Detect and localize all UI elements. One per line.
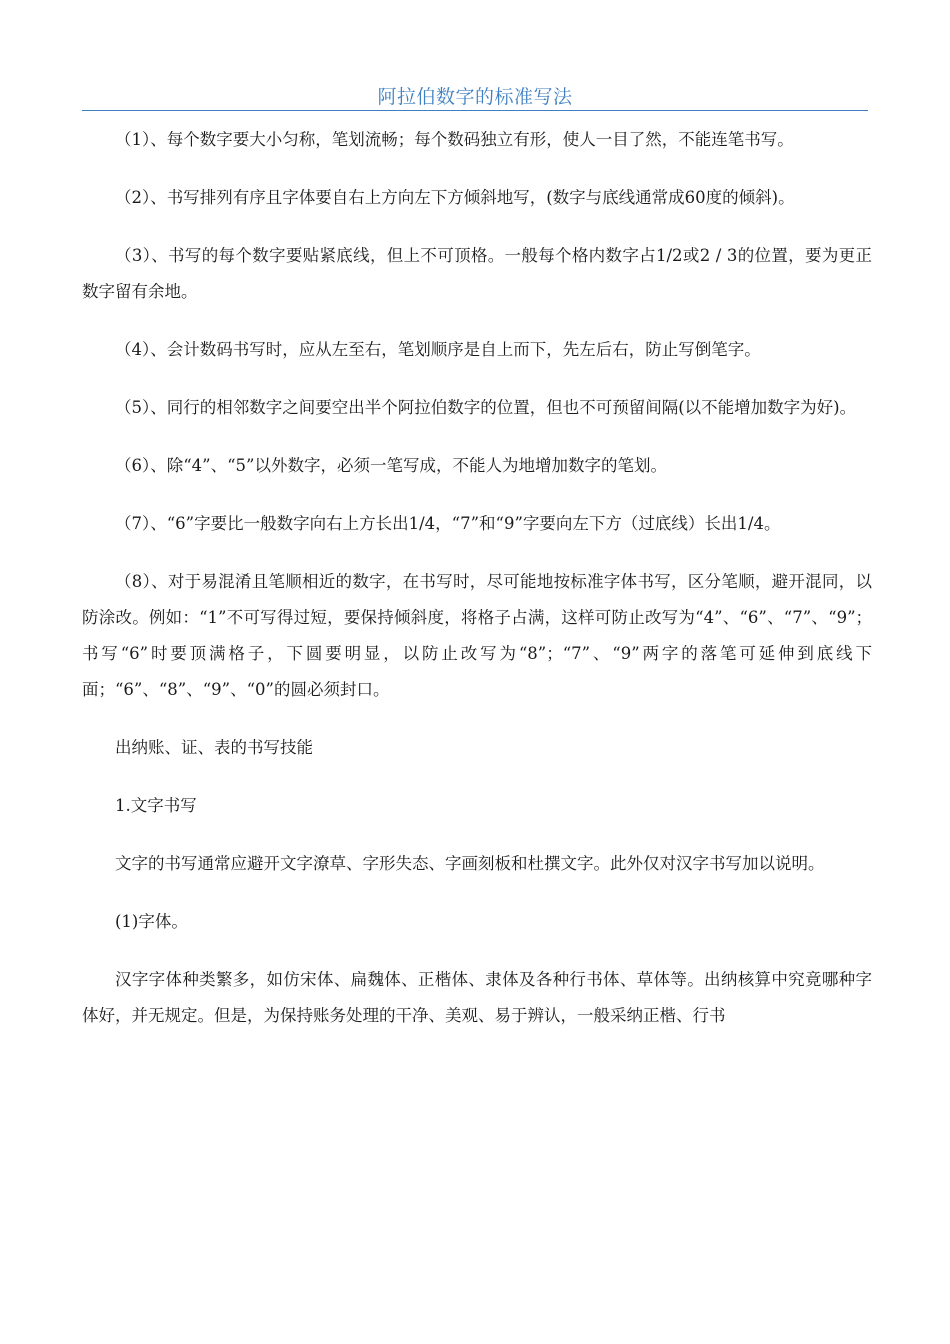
paragraph-rule-5: （5）、同行的相邻数字之间要空出半个阿拉伯数字的位置，但也不可预留间隔(以不能增加数字为好)。 xyxy=(115,398,857,417)
subsection-heading: 1.文字书写 xyxy=(115,796,197,815)
page-header xyxy=(82,80,868,111)
paragraph-rule-6: （6）、除“4”、“5”以外数字，必须一笔写成，不能人为地增加数字的笔划。 xyxy=(115,456,667,475)
document-body xyxy=(82,122,872,1056)
paragraph-rule-7: （7）、“6”字要比一般数字向右上方长出1/4，“7”和“9”字要向左下方（过底线）长出1/4。 xyxy=(115,514,781,533)
paragraph-text-writing: 文字的书写通常应避开文字潦草、字形失态、字画刻板和杜撰文字。此外仅对汉字书写加以说明。 xyxy=(115,854,825,873)
paragraph-rule-4: （4）、会计数码书写时，应从左至右，笔划顺序是自上而下，先左后右，防止写倒笔字。 xyxy=(115,340,761,359)
subsection-font-heading: (1)字体。 xyxy=(115,912,188,931)
paragraph-rule-2: （2）、书写排列有序且字体要自右上方向左下方倾斜地写，(数字与底线通常成60度的倾斜)。 xyxy=(115,188,795,207)
paragraph-rule-1: （1）、每个数字要大小匀称，笔划流畅；每个数码独立有形，使人一目了然，不能连笔书写。 xyxy=(115,130,794,149)
section-heading: 出纳账、证、表的书写技能 xyxy=(115,738,313,757)
paragraph-rule-3: （3）、书写的每个数字要贴紧底线，但上不可顶格。一般每个格内数字占1/2或2 / 3的位置，要为更正数字留有余地。 xyxy=(82,246,872,301)
header-title: 阿拉伯数字的标准写法 xyxy=(377,86,573,108)
paragraph-rule-8: （8）、对于易混淆且笔顺相近的数字，在书写时，尽可能地按标准字体书写，区分笔顺，避开混同，以防涂改。例如：“1”不可写得过短，要保持倾斜度，将格子占满，这样可防止改写为“4”、“6”、“7”、“9”；书写“6”时要顶满格子，下圆要明显，以防止改写为“8”；“7”、“9”两字的落笔可延伸到底线下面；“6”、“8”、“9”、“0”的圆必须封口。 xyxy=(82,572,872,699)
paragraph-font-types: 汉字字体种类繁多，如仿宋体、扁魏体、正楷体、隶体及各种行书体、草体等。出纳核算中究竟哪种字体好，并无规定。但是，为保持账务处理的干净、美观、易于辨认，一般采纳正楷、行书 xyxy=(82,970,872,1025)
